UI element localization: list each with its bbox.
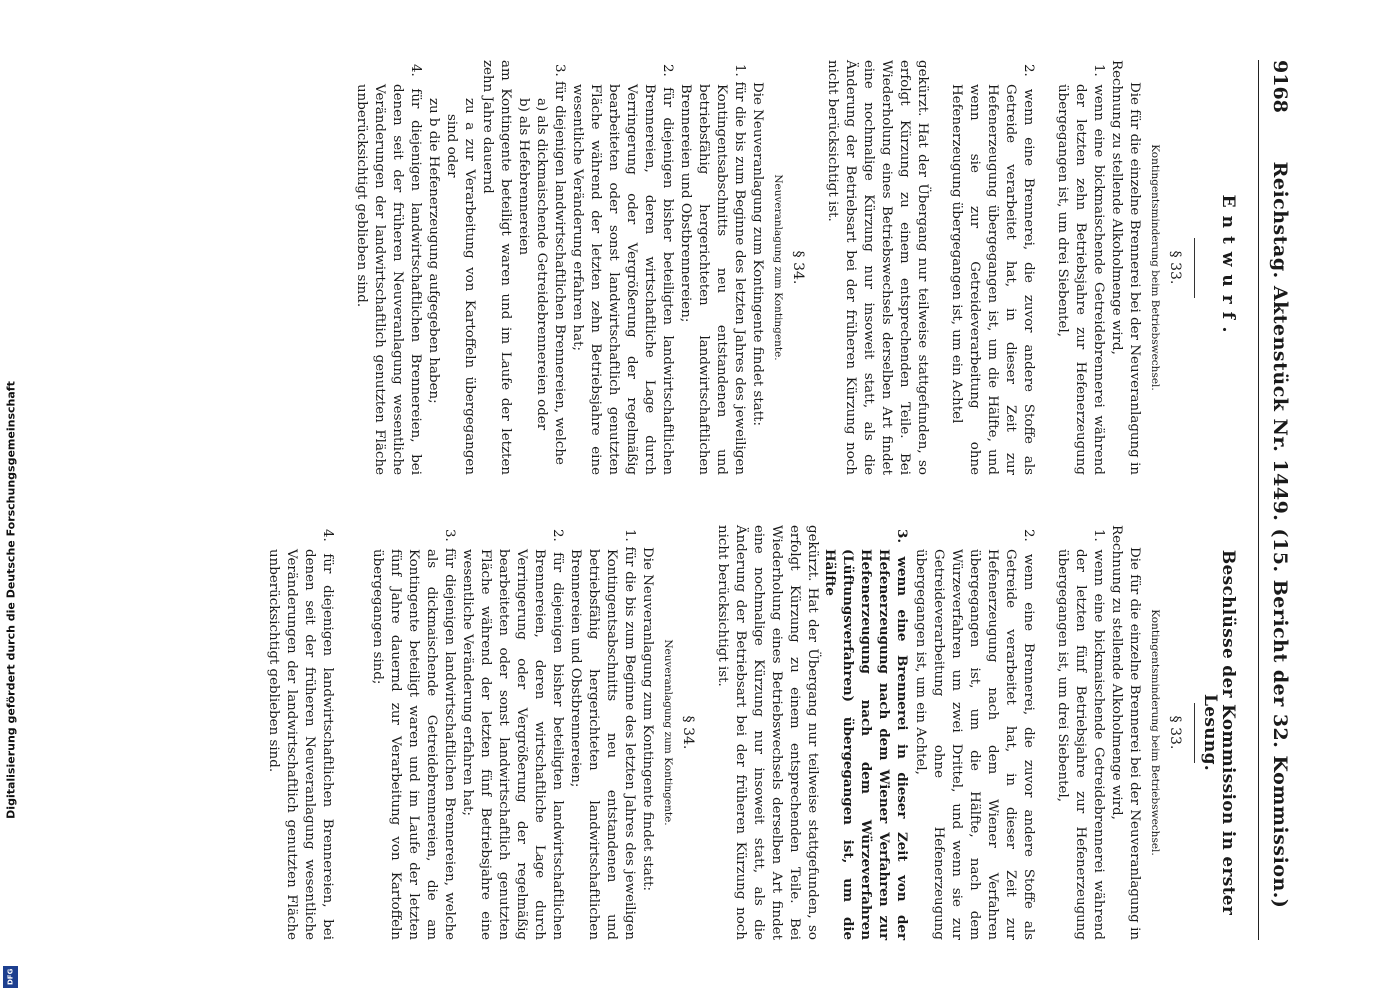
section-34-subtitle: Neuveranlagung zum Kontingente. <box>772 174 784 361</box>
section-33-number: § 33. <box>1167 715 1183 750</box>
divider <box>1194 703 1195 763</box>
section-34-item-2: 2. für diejenigen bisher beteiligten landwirtschaftlichen Brennereien, deren wirtschaftliche Lage durch Verringerung oder Vergrößerung der regelmäßig bearbeiteten oder sonst landwirtschaftlich genutzten Fläche während der letzten zehn Betriebsjahre eine wesentliche Veränderung erfahren hat; <box>570 64 675 475</box>
document-page <box>173 0 1383 1000</box>
section-33-closing: gekürzt. Hat der Übergang nur teilweise stattgefunden, so erfolgt Kürzung zu einem entsprechenden Teile. Bei Wiederholung eines Betriebswechsels derselben Art findet eine nochmalige Kürzung nur insoweit statt, als die Änderung der Betriebsart bei der früheren Kürzung noch nicht berücksichtigt ist. <box>825 60 930 475</box>
section-34-item-3-to-a: zu a zur Verarbeitung von Kartoffeln übergegangen sind oder <box>444 98 477 475</box>
section-33-item-1: 1. wenn eine bickmaischende Getreidebrennerei während der letzten fünf Betriebsjahre zur Hefenerzeugung übergegangen ist, um drei Siebentel, <box>1055 529 1106 940</box>
dfg-logo: DFG <box>3 966 18 988</box>
section-34-subtitle: Neuveranlagung zum Kontingente. <box>662 639 674 826</box>
section-33-intro: Die für die einzelne Brennerei bei der Neuveranlagung in Rechnung zu stellende Alkoholmenge wird, <box>1109 60 1142 475</box>
section-34-intro: Die Neuveranlagung zum Kontingente findet statt: <box>750 82 765 427</box>
section-34-number: § 34. <box>790 250 806 285</box>
section-34-item-3-continuation: am Kontingente beteiligt waren und im Laufe der letzten zehn Jahre dauernd <box>480 60 513 475</box>
section-34-item-1: 1. für die bis zum Beginne des letzten Jahres des jeweiligen Kontingentsabschnitts neu entstandenen und betriebsfähig hergerichteten landwirtschaftlichen Brennereien und Obstbrennereien; <box>568 529 637 940</box>
section-34-item-3: 3. für diejenigen landwirtschaftlichen Brennereien, welche als dickmaischende Getreidebrennereien, die am Kontingente beteiligt waren und im Laufe der letzten fünf Jahre dauernd zur Verarbeitung von Kartoffeln übergegangen sind; <box>370 529 457 940</box>
draft-heading: Entwurf. <box>1218 194 1238 341</box>
section-34-item-3a: a) als dickmaischende Getreidebrennereien oder <box>534 98 549 431</box>
section-33-item-2: 2. wenn eine Brennerei, die zuvor andere Stoffe als Getreide verarbeitet hat, in dieser Zeit zur Hefenerzeugung übergegangen ist, um die Hälfte, und wenn sie zur Getreideverarbeitung ohne Hefenerzeugung übergegangen ist, um ein Achtel <box>949 64 1036 475</box>
section-34-item-1: 1. für die bis zum Beginne des letzten Jahres des jeweiligen Kontingentsabschnitts neu entstandenen und betriebsfähig hergerichteten landwirtschaftlichen Brennereien und Obstbrennereien; <box>678 64 747 475</box>
digitization-sidebar <box>0 0 22 1000</box>
divider <box>1194 238 1195 298</box>
section-34-item-2: 2. für diejenigen bisher beteiligten landwirtschaftlichen Brennereien, deren wirtschaftliche Lage durch Verringerung oder Vergrößerung der regelmäßig bearbeiteten oder sonst landwirtschaftlich genutzten Fläche während der letzten fünf Betriebsjahre eine wesentliche Veränderung erfahren hat; <box>460 529 565 940</box>
section-34-item-4: 4. für diejenigen landwirtschaftlichen Brennereien, bei denen seit der früheren Neuveranlagung wesentliche Veränderungen der landwirtschaftlich genutzten Fläche unberücksichtigt geblieben sind. <box>266 529 335 940</box>
section-33-number: § 33. <box>1167 250 1183 285</box>
page-header <box>1258 60 1295 940</box>
committee-heading: Beschlüsse der Kommission in erster Lesung. <box>1200 549 1238 916</box>
section-33-subtitle: Kontingentsminderung beim Betriebswechsel. <box>1149 144 1161 391</box>
section-34-item-3: 3. für diejenigen landwirtschaftlichen Brennereien, welche <box>552 64 567 465</box>
section-33-item-2: 2. wenn eine Brennerei, die zuvor andere Stoffe als Getreide verarbeitet hat, in dieser Zeit zur Hefenerzeugung nach dem Wiener Verfahren übergegangen ist, um die Hälfte, nach dem Würzeverfahren um zwei Drittel, und wenn sie zur Getreideverarbeitung ohne Hefenerzeugung übergegangen ist, um ein Achtel, <box>913 529 1036 940</box>
digitization-credit: Digitalisierung gefördert durch die Deutsche Forschungsgemeinschaft <box>4 381 18 819</box>
section-33-intro: Die für die einzelne Brennerei bei der Neuveranlagung in Rechnung zu stellende Alkoholmenge wird, <box>1109 525 1142 940</box>
page-number: 9168 <box>1269 60 1291 113</box>
section-34-intro: Die Neuveranlagung zum Kontingente findet statt: <box>640 547 655 892</box>
section-33-item-3: 3. wenn eine Brennerei in dieser Zeit von der Hefenerzeugung nach dem Wiener Verfahren zur Hefenerzeugung nach dem Würzeverfahren (Lüftungsverfahren) übergegangen ist, um die Hälfte <box>822 529 910 940</box>
section-33-subtitle: Kontingentsminderung beim Betriebswechsel. <box>1149 609 1161 856</box>
draft-column <box>352 60 1237 475</box>
section-34-item-3-to-b: zu b die Hefenerzeugung aufgegeben haben; <box>426 98 441 404</box>
section-34-item-4: 4. für diejenigen landwirtschaftlichen Brennereien, bei denen seit der früheren Neuveranlagung wesentliche Veränderungen der landwirtschaftlich genutzten Fläche unberücksichtigt geblieben sind. <box>354 64 423 475</box>
section-34-item-3b: b) als Hefebrennereien <box>516 98 531 256</box>
page-title: Reichstag. Aktenstück Nr. 1449. (15. Bericht der 32. Kommission.) <box>1269 161 1291 909</box>
section-33-closing: gekürzt. Hat der Übergang nur teilweise stattgefunden, so erfolgt Kürzung zu einem entsprechenden Teile. Bei Wiederholung eines Betriebswechsels derselben Art findet eine nochmalige Kürzung nur insoweit statt, als die Änderung der Betriebsart bei der früheren Kürzung noch nicht berücksichtigt ist. <box>715 525 820 940</box>
section-34-number: § 34. <box>680 715 696 750</box>
section-33-item-1: 1. wenn eine bickmaischende Getreidebrennerei während der letzten zehn Betriebsjahre zur Hefenerzeugung übergegangen ist, um drei Siebentel, <box>1055 64 1106 475</box>
committee-column <box>264 525 1237 940</box>
